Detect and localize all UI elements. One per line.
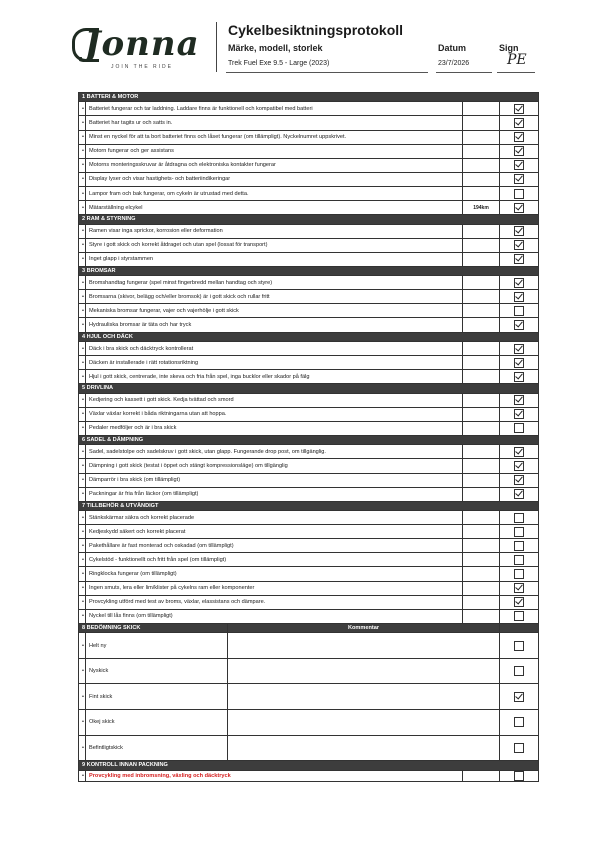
checkbox[interactable] [514,541,524,551]
date-value[interactable]: 23/7/2026 [438,60,470,67]
checked-checkbox[interactable] [514,692,524,702]
section-title: 3 BROMSAR [79,266,539,275]
checklist-item-text: Cykelstöd - funktionellt och fritt från spel (om tillämpligt) [86,553,463,567]
check-cell [500,276,539,290]
checklist-item-text: Däck i bra skick och däcktryck kontrollerat [86,341,463,355]
comment-column-label: Kommentar [228,623,500,632]
checked-checkbox[interactable] [514,461,524,471]
date-label: Datum [438,43,467,53]
checkbox[interactable] [514,743,524,753]
checked-checkbox[interactable] [514,395,524,405]
checkbox[interactable] [514,189,524,199]
check-cell [500,421,539,435]
section-title: 1 BATTERI & MOTOR [79,93,539,102]
check-cell [500,473,539,487]
checklist-item-text: Packningar är fria från läckor (om tillämpligt) [86,487,463,501]
checked-checkbox[interactable] [514,132,524,142]
checklist-row [79,158,539,172]
bullet: • [79,710,86,736]
bullet: • [79,304,86,318]
measurement-cell[interactable] [463,567,500,581]
bullet: • [79,201,86,215]
checklist-row [79,130,539,144]
section-header-row [79,384,539,393]
check-cell [500,735,539,761]
bullet: • [79,487,86,501]
check-cell [500,186,539,200]
bullet: • [79,116,86,130]
condition-row [79,658,539,684]
condition-row [79,633,539,659]
measurement-cell[interactable] [463,130,500,144]
measurement-cell[interactable] [463,421,500,435]
bullet: • [79,445,86,459]
checklist-row [79,102,539,116]
section-header-row [79,215,539,224]
checklist-item-text: Provcykling utförd med test av broms, växlar, elassistans och dämpare. [86,595,463,609]
checklist-row [79,201,539,215]
check-cell [500,633,539,659]
check-cell [500,318,539,332]
bullet: • [79,553,86,567]
bullet: • [79,525,86,539]
checklist-row [79,144,539,158]
section-header-check-cell [500,623,539,632]
checklist-row [79,511,539,525]
check-cell [500,341,539,355]
model-label: Märke, modell, storlek [228,43,323,53]
check-cell [500,770,539,781]
bullet: • [79,770,86,781]
check-cell [500,684,539,710]
check-cell [500,238,539,252]
checklist-item-text: Pedaler medföljer och är i bra skick [86,421,463,435]
check-cell [500,511,539,525]
check-cell [500,102,539,116]
sign-underline [497,72,535,73]
bullet: • [79,393,86,407]
comment-field[interactable] [228,658,500,684]
bullet: • [79,735,86,761]
checklist-item-text: Lampor fram och bak fungerar, om cykeln är utrustad med detta. [86,186,463,200]
section-header-row [79,761,539,770]
checklist-row [79,407,539,421]
logo-wordmark: Jonna [84,24,200,64]
checklist-item-text: Däcken är installerade i rätt rotationsriktning [86,356,463,370]
check-cell [500,290,539,304]
model-value[interactable]: Trek Fuel Exe 9.5 - Large (2023) [228,60,330,67]
check-cell [500,407,539,421]
checked-checkbox[interactable] [514,118,524,128]
checkbox[interactable] [514,717,524,727]
checklist-row [79,770,539,781]
checked-checkbox[interactable] [514,240,524,250]
checklist-item-text: Sadel, sadelstolpe och sadelskruv i gott skick, utan glapp. Fungerande drop post, om tillgänglig. [86,445,463,459]
checklist-item-text: Mekaniska bromsar fungerar, vajer och vajerhölje i gott skick [86,304,463,318]
bullet: • [79,407,86,421]
checklist-row [79,304,539,318]
check-cell [500,201,539,215]
condition-row [79,735,539,761]
checklist-item-text: Batteriet har tagits ur och satts in. [86,116,463,130]
measurement-cell[interactable] [463,224,500,238]
checklist-item-text: Provcykling med inbromsning, växling och däcktryck [86,770,463,781]
bullet: • [79,102,86,116]
checked-checkbox[interactable] [514,409,524,419]
checked-checkbox[interactable] [514,146,524,156]
measurement-cell[interactable] [463,770,500,781]
check-cell [500,567,539,581]
section-title: 9 KONTROLL INNAN PACKNING [79,761,539,770]
logo-tagline: JOIN THE RIDE [110,64,174,70]
measurement-cell[interactable] [463,158,500,172]
comment-field[interactable] [228,633,500,659]
checkbox[interactable] [514,569,524,579]
checked-checkbox[interactable] [514,447,524,457]
checklist-item-text: Kedjeskydd säkert och korrekt placerat [86,525,463,539]
condition-label: Befintligtskick [86,735,228,761]
bullet: • [79,633,86,659]
checklist-item-text: Mätarställning elcykel [86,201,463,215]
bullet: • [79,172,86,186]
check-cell [500,525,539,539]
bullet: • [79,567,86,581]
comment-field[interactable] [228,735,500,761]
condition-row [79,684,539,710]
bullet: • [79,539,86,553]
checkbox[interactable] [514,513,524,523]
measurement-cell[interactable] [463,370,500,384]
checklist-row [79,276,539,290]
checked-checkbox[interactable] [514,320,524,330]
bullet: • [79,609,86,623]
condition-label: Nyskick [86,658,228,684]
check-cell [500,553,539,567]
checklist-row [79,224,539,238]
check-cell [500,116,539,130]
measurement-cell[interactable] [463,553,500,567]
check-cell [500,539,539,553]
bullet: • [79,473,86,487]
bullet: • [79,421,86,435]
condition-label: Fint skick [86,684,228,710]
checkbox[interactable] [514,423,524,433]
section-header-row [79,332,539,341]
checklist-row [79,252,539,266]
checklist-item-text: Dämpning i gott skick (testat i öppet och stängt kompressionsläge) om tillgänglig [86,459,463,473]
checklist-row [79,356,539,370]
inspection-table [78,92,539,782]
document-title: Cykelbesiktningsprotokoll [228,22,404,38]
bullet: • [79,144,86,158]
checklist-item-text: Ramen visar inga sprickor, korrosion eller deformation [86,224,463,238]
bullet: • [79,224,86,238]
checklist-item-text: Styre i gott skick och korrekt åtdraget och utan spel (lossat för transport) [86,238,463,252]
section-title: 4 HJUL OCH DÄCK [79,332,539,341]
checklist-row [79,459,539,473]
measurement-cell[interactable] [463,116,500,130]
bullet: • [79,370,86,384]
measurement-cell[interactable] [463,581,500,595]
measurement-cell[interactable] [463,511,500,525]
checklist-row [79,186,539,200]
checklist-row [79,539,539,553]
checked-checkbox[interactable] [514,160,524,170]
checklist-item-text: Motorns monteringsskruvar är åtdragna och elektroniska kontakter fungerar [86,158,463,172]
measurement-cell[interactable] [463,341,500,355]
bullet: • [79,684,86,710]
bullet: • [79,276,86,290]
checked-checkbox[interactable] [514,372,524,382]
jonna-logo [74,26,210,70]
measurement-cell[interactable] [463,487,500,501]
measurement-cell[interactable] [463,525,500,539]
checked-checkbox[interactable] [514,254,524,264]
check-cell [500,304,539,318]
checked-checkbox[interactable] [514,174,524,184]
checkbox[interactable] [514,306,524,316]
section-title: 5 DRIVLINA [79,384,539,393]
checklist-row [79,290,539,304]
measurement-cell[interactable] [463,407,500,421]
checked-checkbox[interactable] [514,278,524,288]
bullet: • [79,356,86,370]
checklist-row [79,581,539,595]
checkbox[interactable] [514,527,524,537]
checklist-item-text: Pakethållare är fast monterad och oskadad (om tillämpligt) [86,539,463,553]
checklist-item-text: Bromshandtag fungerar (spel minst fingerbredd mellan handtag och styre) [86,276,463,290]
checklist-item-text: Batteriet fungerar och tar laddning. Laddare finns är funktionell och kompatibel med batteri [86,102,463,116]
section-header-row [79,93,539,102]
measurement-cell[interactable] [463,595,500,609]
header-divider [216,22,217,72]
measurement-cell[interactable] [463,172,500,186]
measurement-cell[interactable] [463,609,500,623]
bullet: • [79,581,86,595]
checklist-item-text: Bromsarna (skivor, belägg och/eller bromsok) är i gott skick och rullar fritt [86,290,463,304]
checklist-row [79,238,539,252]
comment-field[interactable] [228,710,500,736]
bullet: • [79,238,86,252]
checked-checkbox[interactable] [514,104,524,114]
checklist-row [79,445,539,459]
check-cell [500,609,539,623]
checklist-item-text: Hjul i gott skick, centrerade, inte skeva och fria från spel, inga bucklor eller skador på fälg [86,370,463,384]
checklist-row [79,393,539,407]
measurement-cell[interactable] [463,238,500,252]
bullet: • [79,318,86,332]
check-cell [500,595,539,609]
checklist-row [79,341,539,355]
condition-row [79,710,539,736]
measurement-cell[interactable] [463,356,500,370]
signature[interactable]: PE [507,52,527,68]
check-cell [500,370,539,384]
measurement-cell[interactable] [463,276,500,290]
checklist-row [79,567,539,581]
section-title: 2 RAM & STYRNING [79,215,539,224]
measurement-cell[interactable] [463,144,500,158]
checkbox[interactable] [514,555,524,565]
checkbox[interactable] [514,771,524,781]
checklist-item-text: Dämparrör i bra skick (om tillämpligt) [86,473,463,487]
checklist-row [79,116,539,130]
checklist-item-text: Ingen smuts, lera eller lim/klister på cykelns ram eller komponenter [86,581,463,595]
sign-label: Sign [499,43,519,53]
measurement-cell[interactable] [463,318,500,332]
check-cell [500,224,539,238]
bullet: • [79,186,86,200]
bullet: • [79,658,86,684]
check-cell [500,130,539,144]
checklist-item-text: Växlar växlar korrekt i båda riktningarna utan att hoppa. [86,407,463,421]
measurement-cell[interactable] [463,445,500,459]
checklist-item-text: Hydrauliska bromsar är täta och har tryck [86,318,463,332]
checked-checkbox[interactable] [514,344,524,354]
section-title: 7 TILLBEHÖR & UTVÄNDIGT [79,501,539,510]
condition-label: Okej skick [86,710,228,736]
checklist-item-text: Kedjering och kassett i gott skick. Kedja tvättad och smord [86,393,463,407]
measurement-cell[interactable] [463,290,500,304]
check-cell [500,158,539,172]
section-title: 8 BEDÖMNING SKICK [79,623,228,632]
checkbox[interactable] [514,641,524,651]
measurement-cell[interactable] [463,539,500,553]
check-cell [500,581,539,595]
checked-checkbox[interactable] [514,489,524,499]
bullet: • [79,158,86,172]
condition-label: Helt ny [86,633,228,659]
measurement-cell[interactable] [463,473,500,487]
measurement-cell[interactable] [463,459,500,473]
check-cell [500,658,539,684]
section-title: 6 SADEL & DÄMPNING [79,435,539,444]
section-header-row [79,623,539,632]
checkbox[interactable] [514,611,524,621]
check-cell [500,393,539,407]
date-underline [436,72,492,73]
checklist-row [79,609,539,623]
checklist-item-text: Stänkskärmar säkra och korrekt placerade [86,511,463,525]
bullet: • [79,130,86,144]
checklist-row [79,172,539,186]
check-cell [500,710,539,736]
checked-checkbox[interactable] [514,597,524,607]
measurement-cell[interactable] [463,393,500,407]
bullet: • [79,595,86,609]
checklist-row [79,553,539,567]
check-cell [500,252,539,266]
checklist-item-text: Motorn fungerar och ger assistans [86,144,463,158]
section-header-row [79,501,539,510]
checklist-item-text: Display lyser och visar hastighets- och batteriindikeringar [86,172,463,186]
checked-checkbox[interactable] [514,475,524,485]
check-cell [500,459,539,473]
checkbox[interactable] [514,666,524,676]
bullet: • [79,459,86,473]
checklist-row [79,595,539,609]
checklist-row [79,473,539,487]
checklist-item-text: Ringklocka fungerar (om tillämpligt) [86,567,463,581]
checklist-row [79,421,539,435]
comment-field[interactable] [228,684,500,710]
check-cell [500,487,539,501]
checked-checkbox[interactable] [514,226,524,236]
measurement-cell[interactable]: 194km [463,201,500,215]
checklist-row [79,370,539,384]
section-header-row [79,435,539,444]
checked-checkbox[interactable] [514,292,524,302]
check-cell [500,144,539,158]
measurement-cell[interactable] [463,186,500,200]
checklist-item-text: Nyckel till lås finns (om tillämpligt) [86,609,463,623]
bullet: • [79,290,86,304]
check-cell [500,356,539,370]
section-header-row [79,266,539,275]
checklist-row [79,318,539,332]
measurement-cell[interactable] [463,252,500,266]
bullet: • [79,511,86,525]
measurement-cell[interactable] [463,102,500,116]
check-cell [500,445,539,459]
checklist-item-text: Inget glapp i styrstammen [86,252,463,266]
bullet: • [79,252,86,266]
model-underline [226,72,428,73]
bullet: • [79,341,86,355]
checked-checkbox[interactable] [514,583,524,593]
check-cell [500,172,539,186]
checklist-item-text: Minst en nyckel för att ta bort batteriet finns och låset fungerar (om tillämpligt). Nyckelnumret uppskrivet. [86,130,463,144]
measurement-cell[interactable] [463,304,500,318]
checklist-row [79,525,539,539]
checked-checkbox[interactable] [514,358,524,368]
checklist-row [79,487,539,501]
checked-checkbox[interactable] [514,203,524,213]
